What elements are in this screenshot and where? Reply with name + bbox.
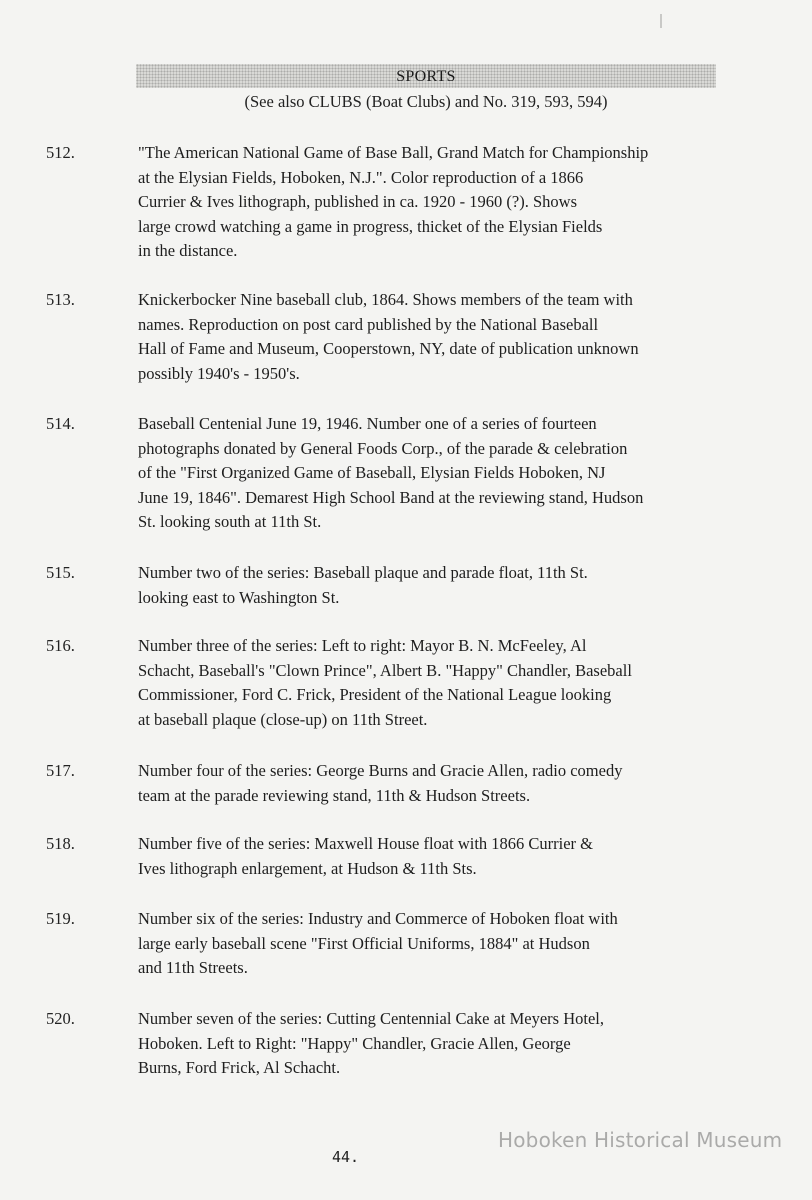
entry-description [138, 759, 678, 808]
entry-number: 513. [46, 290, 75, 309]
entry-line: at baseball plaque (close-up) on 11th Street. [138, 709, 428, 729]
entry-line: Ives lithograph enlargement, at Hudson & 11th Sts. [138, 858, 477, 878]
entry-line: Commissioner, Ford C. Frick, President of the National League looking [138, 685, 612, 704]
entry-line: and 11th Streets. [138, 958, 248, 977]
entry-description [138, 141, 678, 264]
entry-number: 515. [46, 563, 75, 582]
entry-line: team at the parade reviewing stand, 11th & Hudson Streets. [138, 785, 531, 805]
entry-line: June 19, 1846". Demarest High School Band at the reviewing stand, Hudson [138, 487, 644, 507]
page-number: 44. [332, 1148, 360, 1166]
entry-line: Number two of the series: Baseball plaque and parade float, 11th St. [138, 563, 588, 582]
entry-line: St. looking south at 11th St. [138, 512, 322, 531]
entry-line: Hoboken. Left to Right: "Happy" Chandler, Gracie Allen, George [138, 1033, 571, 1053]
entry-description [138, 288, 678, 386]
entry-line: Number four of the series: George Burns and Gracie Allen, radio comedy [138, 761, 623, 780]
museum-watermark: Hoboken Historical Museum [498, 1128, 783, 1152]
entry-description [138, 561, 678, 610]
entry-description [138, 832, 678, 881]
entry-line: large crowd watching a game in progress, thicket of the Elysian Fields [138, 216, 603, 236]
entry-number: 514. [46, 414, 75, 433]
entry-number: 512. [46, 143, 75, 162]
section-subtitle: (See also CLUBS (Boat Clubs) and No. 319, 593, 594) [244, 92, 608, 111]
entry-line: Currier & Ives lithograph, published in ca. 1920 - 1960 (?). Shows [138, 192, 578, 211]
entry-description [138, 907, 678, 981]
entry-description [138, 634, 678, 732]
entry-line: Burns, Ford Frick, Al Schacht. [138, 1058, 341, 1077]
entry-description [138, 412, 678, 535]
entry-line: in the distance. [138, 241, 238, 260]
entry-line: Number five of the series: Maxwell House float with 1866 Currier & [138, 834, 594, 853]
entry-line: Number three of the series: Left to right: Mayor B. N. McFeeley, Al [138, 636, 587, 655]
scan-artifact [660, 14, 662, 28]
entry-line: looking east to Washington St. [138, 587, 340, 607]
section-title: SPORTS [396, 68, 456, 85]
entry-line: Number six of the series: Industry and Commerce of Hoboken float with [138, 909, 618, 928]
entry-line: large early baseball scene "First Official Uniforms, 1884" at Hudson [138, 933, 590, 953]
entry-line: Number seven of the series: Cutting Centennial Cake at Meyers Hotel, [138, 1009, 605, 1028]
entry-number: 517. [46, 761, 75, 780]
entry-number: 516. [46, 636, 75, 655]
entry-line: Knickerbocker Nine baseball club, 1864. Shows members of the team with [138, 290, 633, 309]
entry-line: possibly 1940's - 1950's. [138, 363, 300, 383]
entry-line: of the "First Organized Game of Baseball, Elysian Fields Hoboken, NJ [138, 463, 606, 482]
entry-line: "The American National Game of Base Ball, Grand Match for Championship [138, 143, 649, 162]
entry-line: at the Elysian Fields, Hoboken, N.J.". Color reproduction of a 1866 [138, 167, 584, 187]
entry-line: names. Reproduction on post card published by the National Baseball [138, 314, 599, 334]
entry-number: 518. [46, 834, 75, 853]
entry-line: Hall of Fame and Museum, Cooperstown, NY, date of publication unknown [138, 339, 639, 358]
entry-description [138, 1007, 678, 1081]
entry-line: photographs donated by General Foods Corp., of the parade & celebration [138, 438, 628, 458]
entry-line: Schacht, Baseball's "Clown Prince", Albert B. "Happy" Chandler, Baseball [138, 660, 632, 680]
entry-line: Baseball Centenial June 19, 1946. Number one of a series of fourteen [138, 414, 597, 433]
entry-number: 520. [46, 1009, 75, 1028]
entry-number: 519. [46, 909, 75, 928]
